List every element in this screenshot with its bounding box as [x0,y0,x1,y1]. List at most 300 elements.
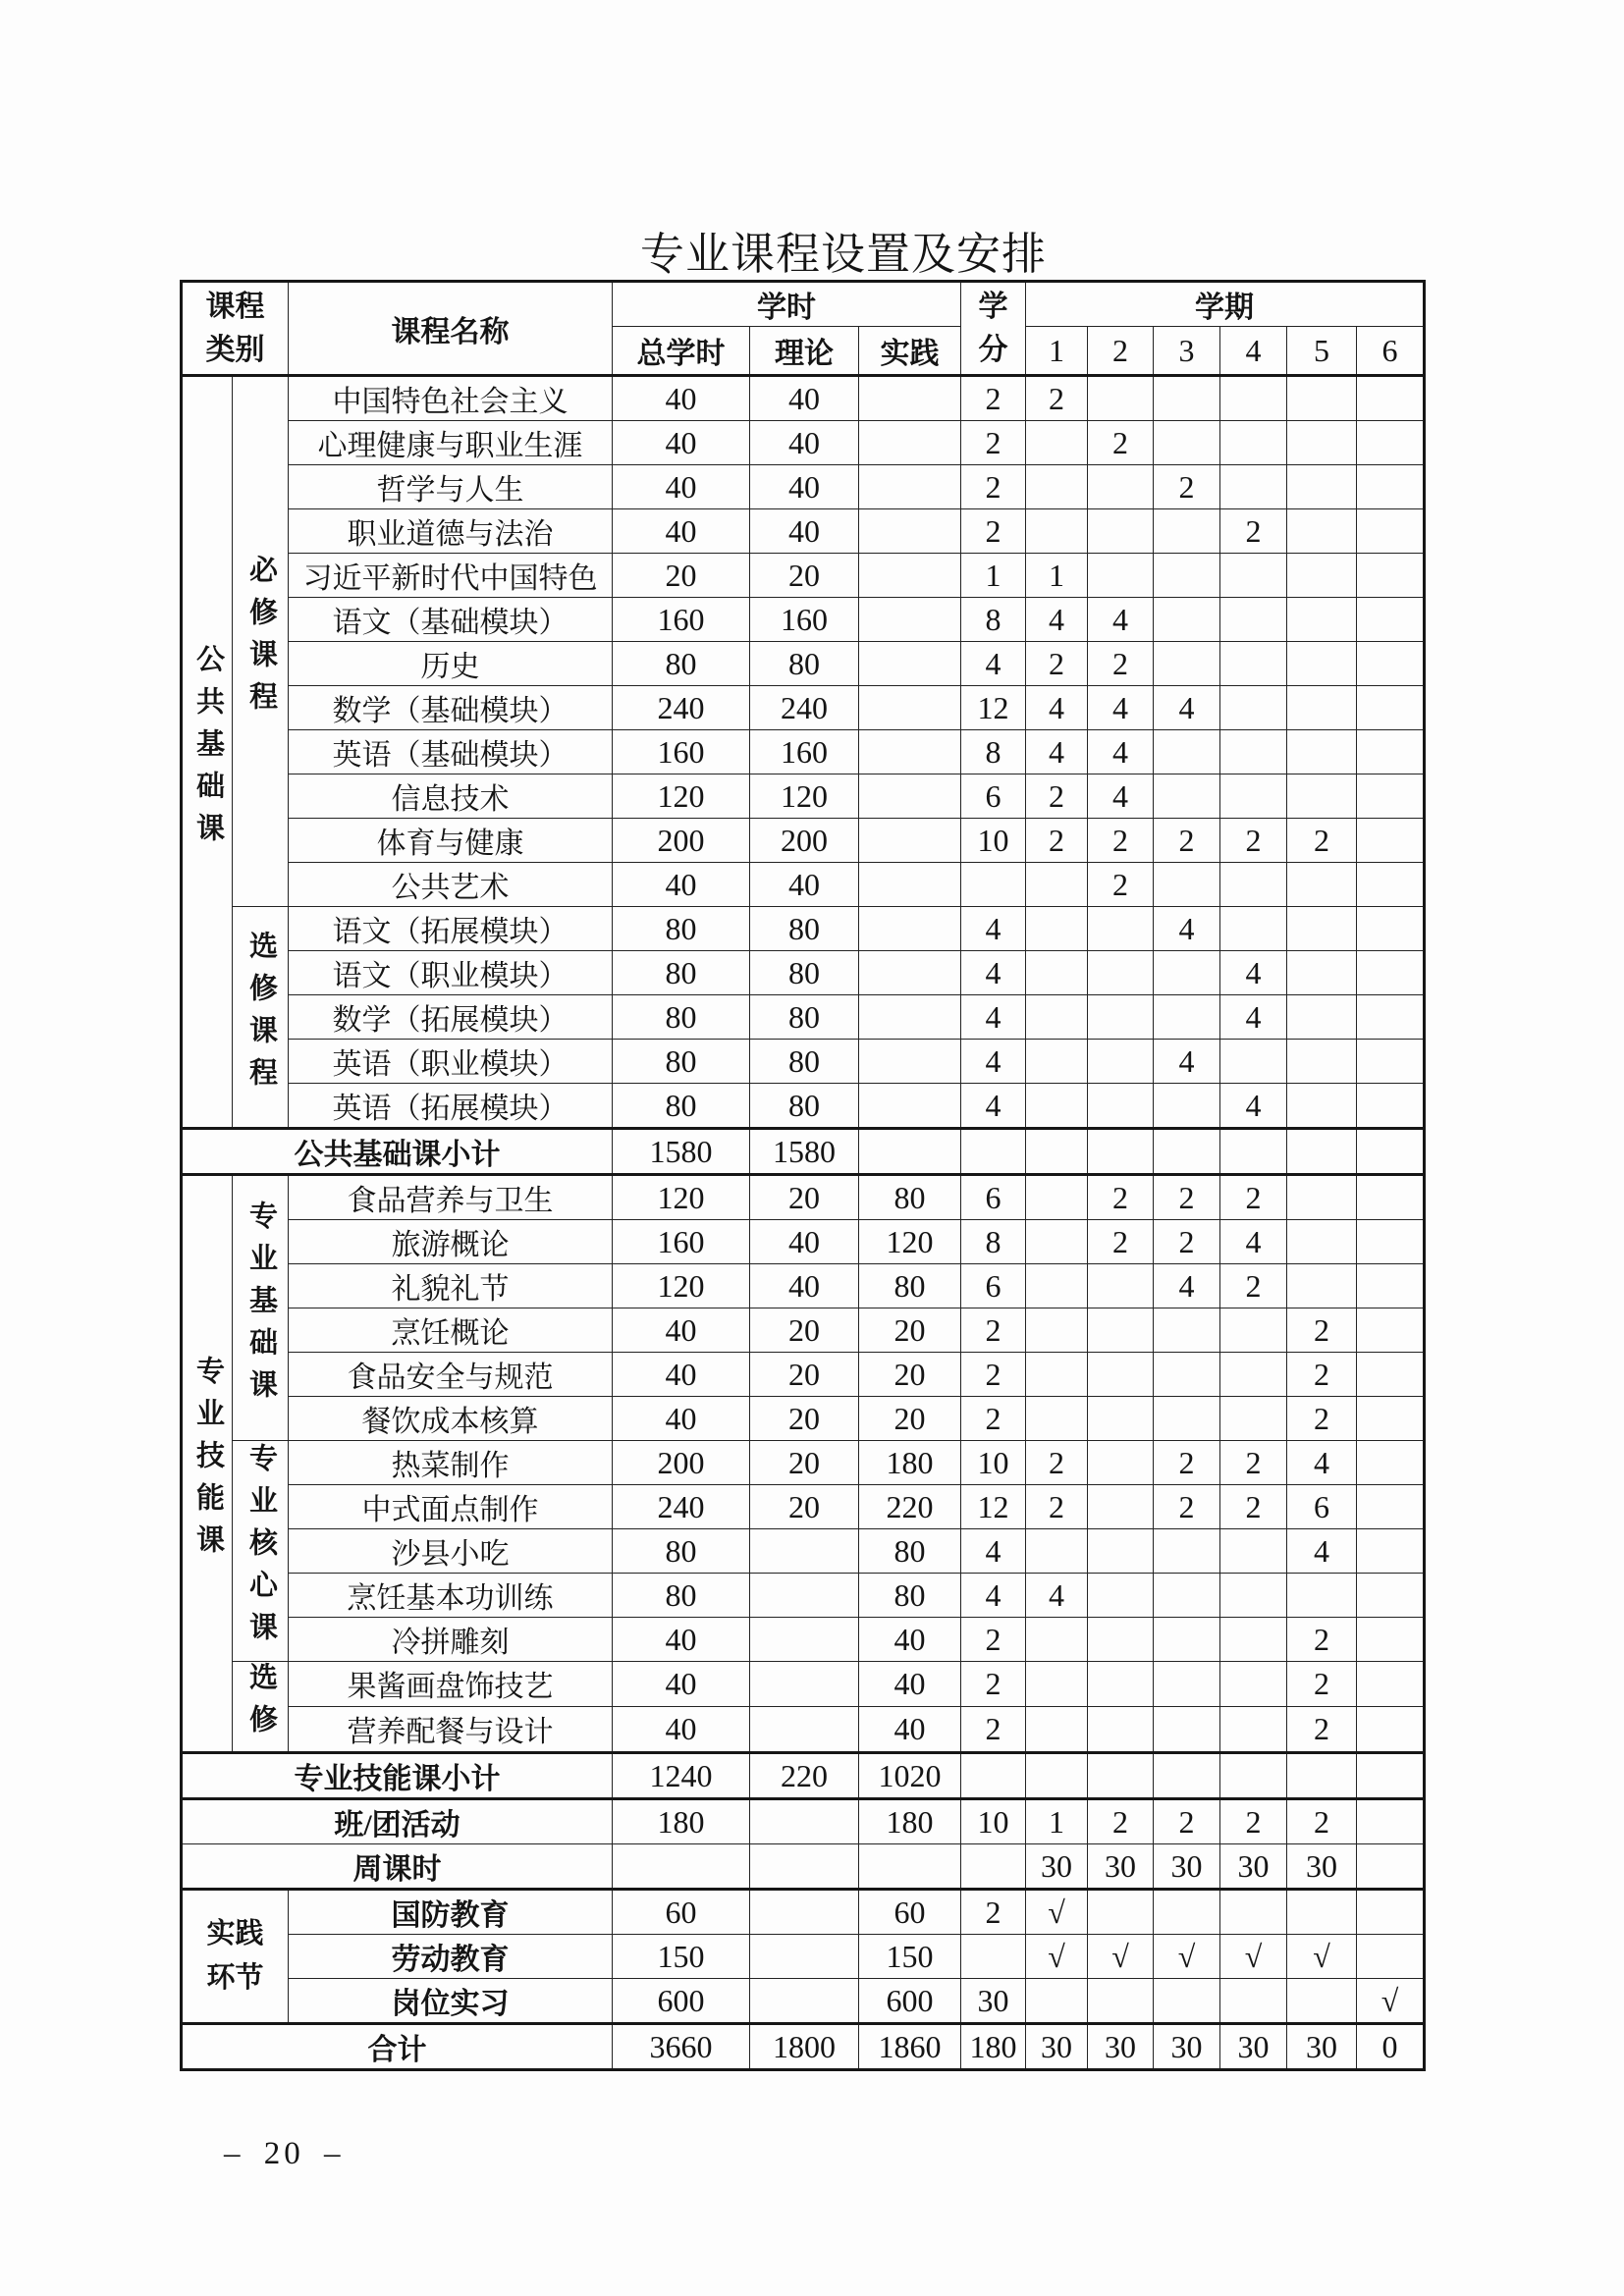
semester-cell [1287,1264,1357,1308]
semester-cell: 2 [1154,1441,1220,1485]
semester-cell [1287,1084,1357,1129]
course-name-cell: 心理健康与职业生涯 [289,421,613,465]
credit-cell: 2 [961,1353,1026,1397]
semester-cell: 2 [1220,1485,1287,1529]
practice-hours-cell: 600 [859,1979,961,2024]
semester-cell [1026,1308,1088,1353]
semester-cell [1154,995,1220,1040]
semester-cell [1088,995,1154,1040]
practice-hours-cell: 150 [859,1935,961,1979]
course-name-cell: 班/团活动 [182,1799,613,1844]
credit-cell [961,1935,1026,1979]
semester-cell: 2 [1287,1706,1357,1752]
practice-hours-cell: 20 [859,1308,961,1353]
semester-cell: 2 [1088,863,1154,907]
semester-cell: 2 [1026,376,1088,421]
semester-cell [1154,1397,1220,1441]
semester-cell [1088,1529,1154,1574]
semester-cell [1287,598,1357,642]
semester-cell: 4 [1088,730,1154,774]
course-row [182,1441,1425,1485]
header-course-name: 课程名称 [289,282,613,376]
semester-cell: 2 [1287,1662,1357,1707]
semester-cell [1154,1574,1220,1618]
credit-cell: 4 [961,1040,1026,1084]
semester-cell [1026,1979,1088,2024]
course-name-cell: 历史 [289,642,613,686]
category-label: 必修课程 [244,555,277,723]
semester-cell [1357,1529,1425,1574]
course-name-cell: 习近平新时代中国特色 [289,554,613,598]
total-hours-cell: 120 [613,774,750,819]
semester-cell: 30 [1220,1844,1287,1890]
semester-cell [1287,1574,1357,1618]
semester-cell: 2 [1088,1220,1154,1264]
semester-cell [1357,907,1425,951]
semester-cell [1287,730,1357,774]
practice-hours-cell [859,376,961,421]
semester-cell [1026,1129,1088,1175]
credit-cell: 6 [961,1264,1026,1308]
course-row [182,995,1425,1040]
category-label: 选修 [244,1662,277,1746]
semester-cell [1220,1529,1287,1574]
credit-cell: 10 [961,819,1026,863]
course-row [182,1220,1425,1264]
semester-cell [1088,509,1154,554]
course-name-cell: 英语（基础模块） [289,730,613,774]
semester-cell [1088,951,1154,995]
total-hours-cell: 200 [613,819,750,863]
theory-hours-cell [750,1799,859,1844]
course-row [182,907,1425,951]
theory-hours-cell: 40 [750,1220,859,1264]
total-hours-cell: 80 [613,1040,750,1084]
semester-cell [1154,1084,1220,1129]
credit-cell: 4 [961,1084,1026,1129]
total-hours-cell: 80 [613,1084,750,1129]
semester-cell [1287,642,1357,686]
practice-hours-cell: 80 [859,1574,961,1618]
semester-cell: 30 [1287,2024,1357,2070]
practice-hours-cell: 80 [859,1529,961,1574]
total-hours-cell: 80 [613,1529,750,1574]
course-row [182,1979,1425,2024]
header-semester-6: 6 [1357,327,1425,376]
semester-cell [1357,1308,1425,1353]
semester-cell: 30 [1154,1844,1220,1890]
category-cell [233,376,289,907]
credit-cell: 2 [961,421,1026,465]
semester-cell [1287,509,1357,554]
semester-cell: 4 [1026,1574,1088,1618]
total-hours-cell: 240 [613,1485,750,1529]
semester-cell [1357,1441,1425,1485]
semester-cell: 4 [1287,1441,1357,1485]
course-name-cell: 数学（基础模块） [289,686,613,730]
theory-hours-cell: 160 [750,598,859,642]
total-hours-cell: 40 [613,1308,750,1353]
semester-cell [1154,1529,1220,1574]
practice-hours-cell [859,686,961,730]
practice-hours-cell [859,1084,961,1129]
semester-cell [1220,421,1287,465]
semester-cell [1357,1220,1425,1264]
header-category: 课程类别 [182,282,289,376]
semester-cell [1154,1662,1220,1707]
practice-hours-cell: 80 [859,1264,961,1308]
theory-hours-cell: 40 [750,1264,859,1308]
semester-cell [1220,1618,1287,1662]
theory-hours-cell: 200 [750,819,859,863]
credit-cell: 4 [961,1574,1026,1618]
semester-cell [1088,1706,1154,1752]
course-row [182,376,1425,421]
semester-cell: 2 [1154,465,1220,509]
practice-hours-cell [859,642,961,686]
semester-cell [1357,1574,1425,1618]
course-name-cell: 体育与健康 [289,819,613,863]
header-semester-3: 3 [1154,327,1220,376]
semester-cell [1088,1662,1154,1707]
semester-cell: 2 [1287,1353,1357,1397]
semester-cell: 4 [1220,1220,1287,1264]
semester-cell: 0 [1357,2024,1425,2070]
practice-hours-cell: 180 [859,1799,961,1844]
semester-cell [1220,1353,1287,1397]
credit-cell: 2 [961,1662,1026,1707]
practice-hours-cell [859,554,961,598]
practice-hours-cell: 180 [859,1441,961,1485]
total-hours-cell: 40 [613,1662,750,1707]
course-row [182,863,1425,907]
semester-cell [1154,1308,1220,1353]
course-name-cell: 劳动教育 [289,1935,613,1979]
semester-cell [1088,1485,1154,1529]
semester-cell [1357,1485,1425,1529]
theory-hours-cell [750,1979,859,2024]
credit-cell [961,1844,1026,1890]
category-label: 专业核心课 [244,1443,277,1654]
semester-cell [1357,1706,1425,1752]
semester-cell: 30 [1220,2024,1287,2070]
course-row [182,1040,1425,1084]
total-hours-cell: 120 [613,1175,750,1220]
semester-cell [1154,642,1220,686]
total-hours-cell: 40 [613,1618,750,1662]
theory-hours-cell: 240 [750,686,859,730]
semester-cell: 2 [1088,642,1154,686]
credit-cell: 12 [961,686,1026,730]
semester-cell: 2 [1026,1441,1088,1485]
semester-cell [1154,1979,1220,2024]
total-hours-cell: 40 [613,1353,750,1397]
theory-hours-cell: 220 [750,1753,859,1799]
semester-cell [1220,907,1287,951]
course-row [182,509,1425,554]
theory-hours-cell: 20 [750,1441,859,1485]
theory-hours-cell: 20 [750,554,859,598]
semester-cell [1088,1264,1154,1308]
semester-cell: √ [1026,1890,1088,1935]
practice-hours-cell: 40 [859,1662,961,1707]
semester-cell [1026,465,1088,509]
course-row [182,598,1425,642]
credit-cell: 2 [961,1890,1026,1935]
semester-cell [1026,1753,1088,1799]
semester-cell [1287,863,1357,907]
semester-cell [1088,465,1154,509]
course-name-cell: 英语（拓展模块） [289,1084,613,1129]
semester-cell [1287,1753,1357,1799]
semester-cell: 4 [1220,951,1287,995]
theory-hours-cell: 160 [750,730,859,774]
semester-cell [1287,951,1357,995]
total-hours-cell: 40 [613,465,750,509]
semester-cell [1220,1308,1287,1353]
header-row-1 [182,282,1425,327]
header-theory-hours: 理论 [750,327,859,376]
semester-cell [1088,1441,1154,1485]
semester-cell [1357,951,1425,995]
course-row [182,1084,1425,1129]
category-label: 专业基础课 [244,1200,277,1412]
semester-cell [1026,907,1088,951]
theory-hours-cell: 20 [750,1308,859,1353]
semester-cell [1088,1040,1154,1084]
total-hours-cell: 1580 [613,1129,750,1175]
practice-hours-cell [859,1040,961,1084]
semester-cell: √ [1357,1979,1425,2024]
semester-cell [1357,421,1425,465]
semester-cell [1220,730,1287,774]
practice-hours-cell [859,863,961,907]
semester-cell: 2 [1088,421,1154,465]
semester-cell: 4 [1026,686,1088,730]
semester-cell [1088,1890,1154,1935]
course-name-cell: 沙县小吃 [289,1529,613,1574]
theory-hours-cell: 80 [750,642,859,686]
semester-cell [1026,1397,1088,1441]
semester-cell [1026,1264,1088,1308]
semester-cell [1287,1220,1357,1264]
theory-hours-cell: 80 [750,951,859,995]
semester-cell [1357,774,1425,819]
semester-cell [1357,1935,1425,1979]
category-cell [182,1890,289,2024]
semester-cell [1026,1084,1088,1129]
semester-cell [1220,1040,1287,1084]
semester-cell [1287,774,1357,819]
semester-cell [1220,642,1287,686]
credit-cell: 30 [961,1979,1026,2024]
semester-cell [1154,863,1220,907]
total-hours-cell: 160 [613,598,750,642]
header-credit: 学分 [961,282,1026,376]
semester-cell [1154,1706,1220,1752]
credit-cell: 6 [961,1175,1026,1220]
total-hours-cell: 40 [613,421,750,465]
semester-cell [1357,1753,1425,1799]
practice-hours-cell [859,421,961,465]
course-name-cell: 礼貌礼节 [289,1264,613,1308]
semester-cell [1357,465,1425,509]
total-hours-cell: 80 [613,907,750,951]
course-name-cell: 语文（拓展模块） [289,907,613,951]
semester-cell [1357,642,1425,686]
semester-cell: 30 [1088,2024,1154,2070]
credit-cell: 4 [961,642,1026,686]
semester-cell: 4 [1154,1264,1220,1308]
semester-cell [1220,1979,1287,2024]
course-row [182,1308,1425,1353]
total-hours-cell: 40 [613,376,750,421]
semester-cell: √ [1287,1935,1357,1979]
semester-cell [1220,598,1287,642]
course-row [182,1485,1425,1529]
semester-cell: 2 [1088,1175,1154,1220]
practice-hours-cell [859,774,961,819]
semester-cell [1287,465,1357,509]
course-name-cell: 果酱画盘饰技艺 [289,1662,613,1707]
theory-hours-cell: 20 [750,1397,859,1441]
semester-cell: √ [1088,1935,1154,1979]
course-row [182,774,1425,819]
credit-cell: 180 [961,2024,1026,2070]
semester-cell [1088,1753,1154,1799]
semester-cell: 4 [1220,1084,1287,1129]
semester-cell [1026,863,1088,907]
semester-cell [1026,1706,1088,1752]
total-hours-cell: 180 [613,1799,750,1844]
semester-cell [1088,1308,1154,1353]
practice-hours-cell [859,509,961,554]
course-name-cell: 营养配餐与设计 [289,1706,613,1752]
semester-cell [1357,995,1425,1040]
practice-hours-cell [859,465,961,509]
credit-cell: 4 [961,951,1026,995]
total-hours-cell: 240 [613,686,750,730]
semester-cell: 2 [1154,819,1220,863]
theory-hours-cell: 20 [750,1175,859,1220]
semester-cell [1154,1890,1220,1935]
semester-cell [1357,1618,1425,1662]
semester-cell [1357,1890,1425,1935]
semester-cell [1220,1129,1287,1175]
course-row [182,951,1425,995]
theory-hours-cell [750,1706,859,1752]
semester-cell [1088,1353,1154,1397]
header-semester-4: 4 [1220,327,1287,376]
semester-cell: 4 [1154,1040,1220,1084]
course-row [182,1753,1425,1799]
semester-cell [1357,1397,1425,1441]
total-hours-cell: 80 [613,995,750,1040]
course-name-cell: 食品营养与卫生 [289,1175,613,1220]
theory-hours-cell: 120 [750,774,859,819]
theory-hours-cell [750,1662,859,1707]
semester-cell [1220,774,1287,819]
semester-cell [1220,1706,1287,1752]
total-hours-cell: 600 [613,1979,750,2024]
semester-cell [1088,1129,1154,1175]
course-row [182,1706,1425,1752]
semester-cell: 30 [1088,1844,1154,1890]
semester-cell: 2 [1287,1397,1357,1441]
semester-cell [1287,554,1357,598]
semester-cell [1287,1129,1357,1175]
semester-cell [1154,598,1220,642]
semester-cell: 2 [1026,1485,1088,1529]
theory-hours-cell: 80 [750,1084,859,1129]
credit-cell: 2 [961,1706,1026,1752]
total-hours-cell: 80 [613,1574,750,1618]
semester-cell: 4 [1026,730,1088,774]
practice-hours-cell: 60 [859,1890,961,1935]
practice-hours-cell: 40 [859,1706,961,1752]
semester-cell [1026,1040,1088,1084]
curriculum-table [180,280,1426,2071]
practice-hours-cell [859,907,961,951]
semester-cell [1287,376,1357,421]
semester-cell [1287,1979,1357,2024]
credit-cell: 10 [961,1441,1026,1485]
semester-cell [1154,421,1220,465]
theory-hours-cell: 80 [750,907,859,951]
credit-cell: 8 [961,598,1026,642]
semester-cell [1154,554,1220,598]
category-label: 公共基础课 [191,644,224,855]
course-row [182,1129,1425,1175]
semester-cell: √ [1154,1935,1220,1979]
semester-cell [1088,554,1154,598]
course-row [182,686,1425,730]
theory-hours-cell: 80 [750,1040,859,1084]
header-semester-1: 1 [1026,327,1088,376]
category-label: 实践环节 [206,1918,264,1994]
category-cell [233,1175,289,1441]
credit-cell [961,1129,1026,1175]
semester-cell [1357,686,1425,730]
semester-cell [1154,1353,1220,1397]
semester-cell: 4 [1154,686,1220,730]
semester-cell [1154,951,1220,995]
credit-cell [961,863,1026,907]
semester-cell: 2 [1220,1441,1287,1485]
semester-cell [1088,1397,1154,1441]
semester-cell [1220,1890,1287,1935]
semester-cell: 2 [1220,1264,1287,1308]
course-row [182,819,1425,863]
semester-cell [1220,1753,1287,1799]
semester-cell [1357,1175,1425,1220]
semester-cell: 2 [1220,819,1287,863]
course-name-cell: 语文（基础模块） [289,598,613,642]
semester-cell [1220,554,1287,598]
semester-cell: 2 [1088,1799,1154,1844]
theory-hours-cell [750,1935,859,1979]
credit-cell: 4 [961,1529,1026,1574]
practice-hours-cell: 40 [859,1618,961,1662]
semester-cell [1357,1129,1425,1175]
semester-cell: √ [1220,1935,1287,1979]
semester-cell: 30 [1287,1844,1357,1890]
course-name-cell: 餐饮成本核算 [289,1397,613,1441]
semester-cell [1287,1890,1357,1935]
practice-hours-cell: 20 [859,1397,961,1441]
semester-cell [1026,421,1088,465]
course-name-cell: 哲学与人生 [289,465,613,509]
